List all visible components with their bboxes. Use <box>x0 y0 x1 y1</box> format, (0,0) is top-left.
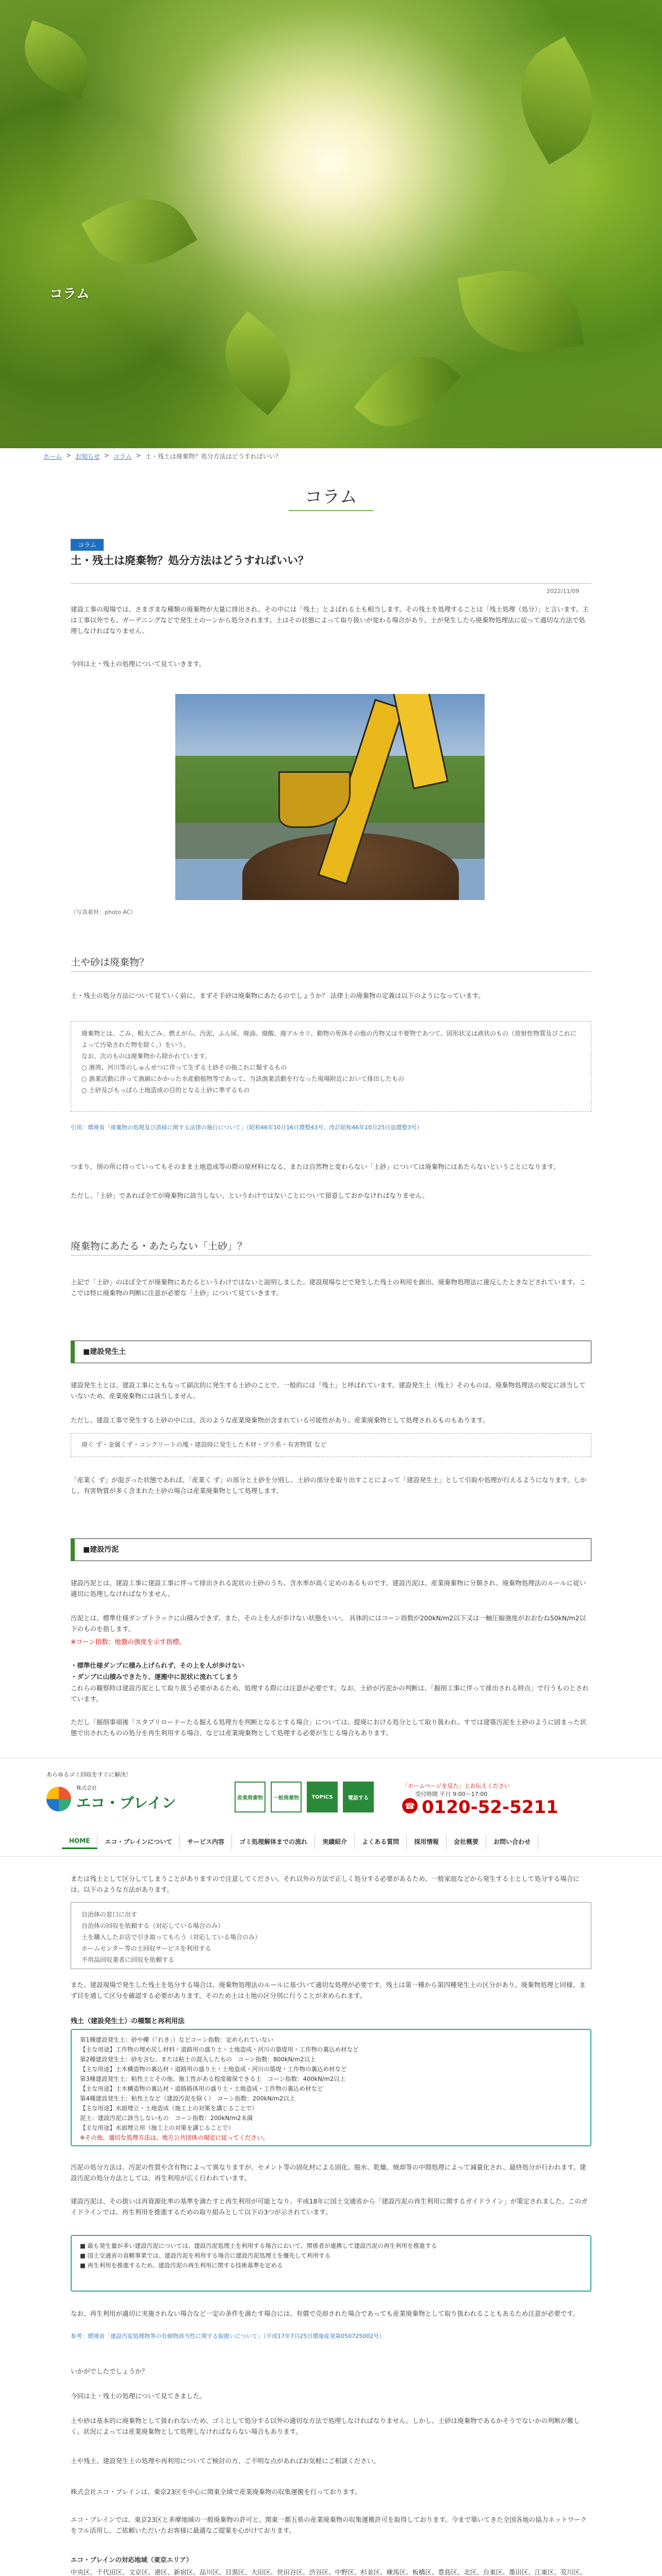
sludge-paragraph: 建設汚泥とは、建設工事に建設工事に伴って排出される泥状の土砂のうち、含水率が高く定めのあるものです。建設汚泥は、産業廃棄物に分類され、廃棄物処理法のルールに従い適切に処理しなければなりません。 <box>71 1579 586 1598</box>
leaf-decoration <box>13 20 100 98</box>
guideline-paragraph: 建設汚泥は、その扱いは再資源化率の基準を満たすと再生利用が可能となり、平成18年に国土交通省から「建設汚泥の再生利用に関するガイドライン」が策定されました。このガイドラインでは、再生利用を推進するための取り組みとして以下の3つが示されています。 <box>71 2197 588 2216</box>
tel-hours: 受付時間 平日 9:00〜17:00 <box>415 1791 488 1798</box>
soil-type-note: ※その他、適切な処理方法は、地方公共団体の規定に従ってください。 <box>80 2134 269 2141</box>
disposal-method-item: ホームセンター等の土回収サービスを利用する <box>81 1945 211 1952</box>
heading-which-soil: 廃棄物にあたる・あたらない「土砂」？ <box>71 1241 247 1252</box>
soil-type-line: 泥土：建設汚泥に該当しないもの コーン指数：200kN/m2未満 <box>80 2114 253 2122</box>
guideline-item: ■ 国土交通省の直轄事業では、建設汚泥を利用する場合に建設汚泥処理土を優先して利用する <box>80 2252 331 2259</box>
service-area-heading: エコ・ブレインの対応地域（東京エリア） <box>71 2556 193 2564</box>
header-tagline: あらゆるゴミ回収をすぐに解決！ <box>46 1771 131 1778</box>
hero-banner <box>0 0 662 448</box>
which-paragraph: 上記で「土砂」のほぼ全てが廃棄物にあたるというわけではないと説明しました。建設現場などで発生した残土の利用を創出、廃棄物処理法に違反したときなどされています。ここでは特に廃棄物の判断に注意が必要な「土砂」について見ていきます。 <box>71 1278 586 1297</box>
phone-number[interactable]: 0120-52-5211 <box>422 1797 558 1818</box>
disposal-method-item: 自治体の窓口に出す <box>81 1911 138 1918</box>
definition-line: ○ 港湾、河川等のしゅんせつに伴って生ずる土砂その他これに類するもの <box>81 1064 287 1071</box>
soil-type-line: 【主な用途】土木構造物の裏込材・道路路体用の盛り土・土地造成・工作物の裏込め材など <box>80 2085 323 2092</box>
soil-type-line: 第4種建設発生土：粘性土など（建設汚泥を除く） コーン指数：200kN/m2以上 <box>80 2095 295 2102</box>
closing-question: いかがでしたでしょうか？ <box>71 2367 148 2375</box>
construction-disposal-paragraph: また、建設現場で発生した残土を処分する場合は、廃棄物処理法のルールに基づいて適切な処理が必要です。残土は第一種から第四種発生土の区分があり、廃棄物処理と同様、まず目を通して区分を確認する必要があります。そのため土は土地の区分別に行うことが求められます。 <box>71 1981 586 1999</box>
main-menu <box>62 1834 538 1849</box>
sludge-paragraph-4: ただし「掘削事項後「スタブリロードーたる掘える処理方を判断となるとする場合」については、提廃における処分として取り扱われ、すでは建築汚泥を土砂のように固まった状態で出されたものの処分を再生利用する場合、などは産業廃棄物として処理する必要が生じる場合もあります。 <box>71 1718 587 1737</box>
breadcrumb-sep: > <box>66 452 72 459</box>
breadcrumb-news[interactable]: お知らせ <box>75 453 100 460</box>
subheading-construction-sludge: ■建設汚泥 <box>71 1538 591 1561</box>
heading-divider <box>71 971 591 972</box>
sludge-note: ※コーン指数：地盤の強度を示す指標。 <box>71 1638 186 1646</box>
title-divider <box>71 583 591 584</box>
definition-line: 廃棄物とは、ごみ、粗大ごみ、燃えがら、汚泥、ふん尿、廃油、廃酸、廃アルカリ、動物の死体その他の汚物又は不要物であつて、固形状又は液状のもの（放射性物質及びこれによって汚染された物を除く。）をいう。 <box>81 1030 577 1048</box>
disposal-method-item: 不用品回収業者に回収を依頼する <box>81 1956 175 1963</box>
breadcrumb-sep: > <box>104 452 109 459</box>
menu-about[interactable]: エコ・ブレインについて <box>97 1834 180 1849</box>
tel-note: 「ホームページを見た」とお伝えください <box>402 1783 510 1789</box>
leaf-decoration <box>81 177 197 286</box>
closing-paragraph: 土や砂は基本的に廃棄物として扱われないため、ゴミとして処分する以外の適切な方法で処理しなければなりません。しかし、土砂は廃棄物であるかそうでないかの判断が難しく、状況によっては産業廃棄物として処理しなければならない場合もあります。 <box>71 2417 580 2435</box>
consult-paragraph: 土や残土、建設発生土の処理や再利用についてご検討の方、ご不明な点があればお気軽にご相談ください。 <box>71 2457 380 2465</box>
definition-line: なお、次のものは廃棄物から除かれています。 <box>81 1053 211 1060</box>
menu-works[interactable]: 実績紹介 <box>315 1834 355 1849</box>
brand-name[interactable]: エコ・ブレイン <box>76 1794 176 1811</box>
heading-what-is-waste: 土や砂は廃棄物？ <box>71 957 150 968</box>
disposal-methods-box <box>71 1902 591 1969</box>
breadcrumb-home[interactable]: ホーム <box>43 453 62 460</box>
heading-divider <box>71 1255 591 1256</box>
menu-home[interactable]: HOME <box>62 1834 97 1849</box>
intro-paragraph-2: 今回は土・残土の処理について見ていきます。 <box>71 660 206 668</box>
excavator-photo <box>175 694 485 900</box>
breadcrumb-current: 土・残土は廃棄物？処分方法はどうすればいい？ <box>145 453 282 460</box>
guideline-item: ■ 最も発生量が多い建設汚泥については、建設汚泥処理土を利用する場合において、関係者が連携して建設汚泥の再生利用を推進する <box>80 2242 437 2249</box>
what-paragraph: 土・残土の処分方法について見ていく前に、まずそ手砂は廃棄物にあたるのでしょうか？ 法律上の廃棄物の定義は以下のようになっています。 <box>71 992 485 999</box>
construction-soil-paragraph-3: 「産業く ず」が混ざった状態であれば、「産業く ず」の部分と土砂を分別し、土砂の部分を取り出すことによって「建設発生土」として引取や処理が行えるようになります。しかし、有害物質が多く含まれた土砂の場合は産業廃棄物として処理します。 <box>71 1476 587 1495</box>
disposal-method-item: 土を購入したお店で引き取ってもらう（対応している場合のみ） <box>81 1934 261 1941</box>
menu-recruit[interactable]: 採用情報 <box>407 1834 446 1849</box>
article-date: 2022/11/09 <box>547 588 580 595</box>
closing-summary: 今回は土・残土の処理について見てきました。 <box>71 2392 206 2400</box>
waste-types-box: 廃く ず・金属くず・コンクリートの塊・建設時に発生した木材・プラ系・有害物質 など <box>71 1433 591 1457</box>
breadcrumb-sep: > <box>136 452 141 459</box>
breadcrumb-column[interactable]: コラム <box>113 453 132 460</box>
leaf-decoration <box>354 336 461 447</box>
leaf-decoration <box>205 311 311 415</box>
soil-type-line: 第1種建設発生土：砂や礫（「れき」）などコーン指数：定められていない <box>80 2036 274 2043</box>
general-waste-badge[interactable]: 一般廃棄物 <box>271 1782 302 1812</box>
soil-types-heading: 残土（建設発生土）の種類と再利用法 <box>71 2018 185 2025</box>
paid-sale-paragraph: なお、再生利用が適切に実施されない場合など一定の条件を満たす場合には、有償で売却された場合であっても産業廃棄物として取り扱われることもあるため注意が必要です。 <box>71 2310 580 2317</box>
menu-services[interactable]: サービス内容 <box>180 1834 232 1849</box>
soil-type-line: 第3種建設発生土：粘性土とその他、施工性がある程度確保できる土 コーン指数：400kN/m2以上 <box>80 2075 346 2082</box>
sludge-paragraph-3: これらの観察時は建設汚泥として取り扱う必要があるため、処理する際には注意が必要です。なお、土砂が汚泥かの判断は、「掘削工事に伴って排出される時点」で行うものとされています。 <box>71 1684 589 1703</box>
source-citation[interactable]: 引用：環境省「廃棄物の処理及び清掃に関する法律の施行について」（昭和46年10月16日環整43号、改訂昭和46年10月25日追環整3号） <box>71 1124 423 1131</box>
disposal-method-item: 自治体の回収を依頼する（対応している場合のみ） <box>81 1922 224 1929</box>
leaf-decoration <box>498 37 616 164</box>
subheading-construction-soil: ■建設発生土 <box>71 1341 591 1363</box>
sludge-list-item: ・標準仕様ダンプに積み上げられず、その上を人が歩けない <box>71 1662 244 1669</box>
note-paragraph-2: ただし、「土砂」であれば全てが廃棄物に該当しない、というわけではないことについて留意しておかなければなりません。 <box>71 1192 429 1199</box>
soil-type-line: 【主な用途】水面埋立用（施工上の対策を講じることで） <box>80 2124 234 2131</box>
soil-type-line: 【主な用途】工作物の埋め戻し材料・道路用の盛り土・土地造成・河川の築堤用・工作物の裏込め材など <box>80 2046 359 2053</box>
menu-faq[interactable]: よくある質問 <box>355 1834 407 1849</box>
menu-company[interactable]: 会社概要 <box>446 1834 486 1849</box>
menu-contact[interactable]: お問い合わせ <box>486 1834 538 1849</box>
photo-caption: （写真素材：photo AC） <box>71 909 137 916</box>
soil-types-box <box>71 2029 591 2146</box>
service-area-list: 中央区、千代田区、文京区、港区、新宿区、品川区、目黒区、大田区、世田谷区、渋谷区、中野区、杉並区、練馬区、板橋区、豊島区、北区、台東区、墨田区、江東区、荒川区、 <box>71 2568 587 2576</box>
phone-icon[interactable]: ☎ <box>402 1798 418 1814</box>
sludge-paragraph-2: 汚泥とは、標準仕様ダンプトラックに山積みできず、また、その上を人が歩けない状態をいい、 具体的にはコーン指数が200kN/m2以下又は一軸圧縮強度がおおむね50kN/m2以下のものを指します。 <box>71 1614 586 1633</box>
company-license: エコ・ブレインでは、東京23区と多摩地域の一般廃棄物の許可と、関東一都五県の産業廃棄物の収集運搬許可を取得しております。今まで築いてきた全国各地の協力ネットワークをフル活用し、ご依頼いただいたお客様に最適なご提案を心がけております。 <box>71 2516 587 2534</box>
sludge-list-item: ・ダンプに山積みできたり、運搬中に泥状に流れてしまう <box>71 1673 239 1681</box>
phone-badge[interactable]: 電話する <box>343 1782 374 1812</box>
guideline-item: ■ 再生利用を推進するため、建設汚泥の再生利用に関する技術基準を定める <box>80 2262 283 2269</box>
intro-paragraph: 建設工事の現場では、さまざまな種類の廃棄物が大量に排出され、その中には「残土」とよばれる土も相当します。その残土を処理することは「残土処理（処分）」と言います。主は工事以外でも、ガーデニングなどで発生土のーンから処分されます。土はその状態によって取り扱いが変わる場合があり、土が発生したら廃棄物処理法に従って適切な方法で処理しなければなりません。 <box>71 605 589 635</box>
article-title: 土・残土は廃棄物？処分方法はどうすればいい？ <box>71 554 309 567</box>
leaf-decoration <box>457 259 584 365</box>
definition-line: ○ 漁業活動に伴って漁網にかかった水産動植物等であって、当該漁業活動を行なった現場附近において排出したもの <box>81 1075 404 1082</box>
category-badge[interactable]: コラム <box>71 539 104 551</box>
construction-soil-paragraph-2: ただし、建設工事で発生する土砂の中には、次のような産業廃棄物が含まれている可能性があり、産業廃棄物として処理されるものもあります。 <box>71 1416 489 1424</box>
construction-soil-paragraph: 建設発生土とは、建設工事にともなって副次的に発生する土砂のことで、一般的には「残土」と呼ばれています。建設発生土（残土）そのものは、廃棄物処理法の規定に該当していないため、産業廃棄物には該当しません。 <box>71 1381 586 1400</box>
company-logo-icon[interactable] <box>46 1787 71 1811</box>
reference-link[interactable]: 参考：環境省「建設汚泥処理物等の有価物該当性に関する取扱いについて」（平成17年7月25日環廃産発第050725002号） <box>71 2333 385 2340</box>
definition-box <box>71 1021 591 1112</box>
household-paragraph: または残土として区分してしまうことがありますので注意してください。それ以外の方法で正しく処分する必要があるため、一般家庭などから発生する土として処分する場合には、以下のような方法があります。 <box>71 1875 580 1893</box>
industrial-waste-badge[interactable]: 産業廃棄物 <box>235 1782 266 1812</box>
section-underline <box>289 510 373 511</box>
sludge-disposal-paragraph: 汚泥の処分方法は、汚泥の性質や含有物によって異なりますが、セメント等の固化材による固化、脱水、乾燥、焼却等の中間処理によって減量化され、最終処分が行われます。建設汚泥の処分方法としては、再生利用が広く行われています。 <box>71 2163 586 2182</box>
soil-type-line: 【主な用途】水面埋立・土地造成（施工上の対策を講じることで） <box>80 2105 258 2112</box>
brand-prefix: 株式会社 <box>76 1786 97 1791</box>
definition-line: ○ 土砂及びもっぱら土地造成の目的となる土砂に準ずるもの <box>81 1087 250 1094</box>
guideline-box <box>71 2235 591 2292</box>
topics-badge[interactable]: TOPICS <box>307 1782 338 1812</box>
hero-title: コラム <box>49 286 90 302</box>
breadcrumb <box>43 452 282 461</box>
company-intro: 株式会社エコ・ブレインは、東京23区を中心に関東全域で産業廃棄物の収集運搬を行っております。 <box>71 2488 361 2496</box>
section-heading: コラム <box>305 487 357 507</box>
soil-type-line: 第2種建設発生土：砂を含む、または粘土の混入したもの コーン指数：800kN/m2以上 <box>80 2056 316 2063</box>
note-paragraph: つまり、別の所に持っていってもそのまま土地造成等の際の原材料になる、または自然物と変わらない「土砂」については廃棄物にはあたらないということになります。 <box>71 1163 560 1171</box>
menu-flow[interactable]: ゴミ処理解体までの流れ <box>232 1834 315 1849</box>
soil-type-line: 【主な用途】土木構造物の裏込材・道路用の盛り土・土地造成・河川の築堤・工作物の裏込め材など <box>80 2065 347 2073</box>
